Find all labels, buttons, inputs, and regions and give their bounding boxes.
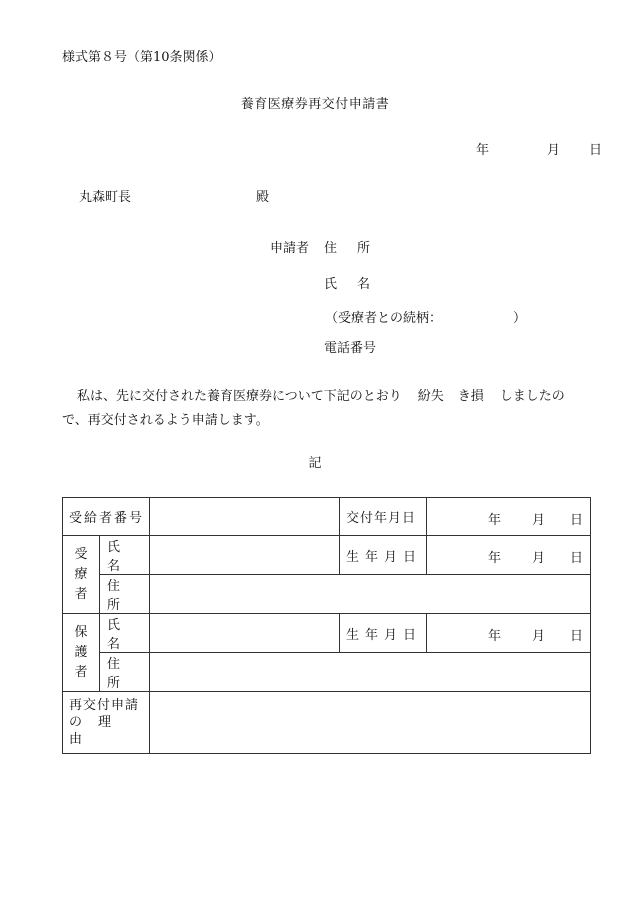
guardian-name-label: 氏名 [100, 614, 150, 653]
applicant-address-label: 住所 [324, 241, 391, 256]
reason-field[interactable] [150, 692, 591, 754]
option-lost: 紛失 [417, 389, 444, 404]
record-table [62, 497, 591, 754]
guardian-birth-year: 年 [488, 629, 502, 644]
guardian-name-field[interactable] [150, 614, 340, 653]
patient-name-field[interactable] [150, 536, 340, 575]
reason-row [63, 692, 591, 754]
issue-year: 年 [488, 513, 502, 528]
guardian-address-row [63, 653, 591, 692]
application-date [476, 143, 602, 159]
relation-close: ） [513, 311, 527, 326]
reason-label-line2: の理由 [69, 715, 128, 747]
patient-birth-year: 年 [488, 551, 502, 566]
patient-birth-day: 日 [570, 551, 584, 566]
issue-date-field[interactable] [427, 498, 591, 536]
guardian-birthdate-field[interactable] [427, 614, 591, 653]
issue-date-label: 交付年月日 [340, 498, 427, 536]
patient-name-label: 氏名 [100, 536, 150, 575]
patient-birthdate-label: 生年月日 [340, 536, 427, 575]
patient-char-2: 療 [74, 566, 88, 582]
honorific: 殿 [256, 190, 270, 205]
document-title: 養育医療券再交付申請書 [240, 97, 390, 112]
guardian-char-2: 護 [74, 644, 88, 660]
statement-before: 私は、先に交付された養育医療券について下記のとおり [77, 389, 402, 404]
guardian-address-label: 住所 [100, 653, 150, 692]
reason-label [63, 692, 150, 754]
recipient-number-field[interactable] [150, 498, 340, 536]
patient-address-field[interactable] [150, 575, 591, 614]
guardian-name-row [63, 614, 591, 653]
patient-char-1: 受 [74, 546, 88, 562]
guardian-group-label [63, 614, 100, 692]
reason-label-line1: 再交付申請 [69, 698, 140, 713]
issue-day: 日 [570, 513, 584, 528]
addressee: 丸森町長 [79, 190, 132, 205]
option-damaged: き損 [457, 389, 484, 404]
guardian-address-field[interactable] [150, 653, 591, 692]
guardian-birth-day: 日 [570, 629, 584, 644]
phone-label: 電話番号 [324, 341, 377, 356]
guardian-birth-month: 月 [532, 629, 546, 644]
patient-birth-month: 月 [532, 551, 546, 566]
relation-label: （受療者との続柄： [325, 311, 443, 326]
date-day: 日 [589, 143, 603, 158]
recipient-number-label: 受給者番号 [63, 498, 150, 536]
applicant-name-label: 氏名 [324, 277, 391, 292]
ki-heading: 記 [308, 456, 322, 471]
patient-char-3: 者 [74, 586, 88, 602]
issue-month: 月 [532, 513, 546, 528]
guardian-birthdate-label: 生年月日 [340, 614, 427, 653]
patient-group-label [63, 536, 100, 614]
applicant-label: 申請者 [270, 241, 310, 256]
guardian-char-1: 保 [74, 624, 88, 640]
patient-name-row [63, 536, 591, 575]
guardian-char-3: 者 [74, 664, 88, 680]
form-number: 様式第８号（第10条関係） [62, 50, 222, 65]
recipient-number-row [63, 498, 591, 536]
date-month: 月 [547, 143, 561, 158]
patient-address-row [63, 575, 591, 614]
statement-after: しましたので、再交付されるよう申請します。 [62, 389, 565, 428]
statement-text [62, 385, 587, 433]
date-year: 年 [476, 143, 490, 158]
patient-birthdate-field[interactable] [427, 536, 591, 575]
patient-address-label: 住所 [100, 575, 150, 614]
